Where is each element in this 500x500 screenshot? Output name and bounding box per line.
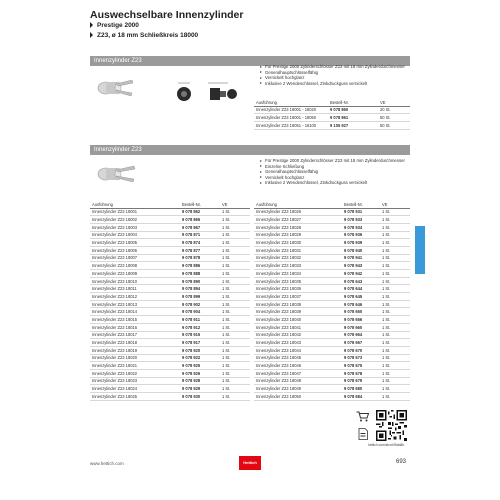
table-row xyxy=(90,308,250,316)
cell-order-number: 9 078 670 xyxy=(342,346,380,354)
table-header xyxy=(254,201,410,208)
cell-order-number: 9 078 679 xyxy=(342,377,380,385)
cell-unit: 1 St. xyxy=(220,316,250,324)
table-row xyxy=(254,308,410,316)
cell-order-number: 9 078 936 xyxy=(342,231,380,239)
section-1-features xyxy=(260,64,405,86)
table-row xyxy=(90,285,250,293)
cell-variant: Innenzylinder Z23 18042 xyxy=(254,331,342,339)
table-row xyxy=(90,293,250,301)
table-row xyxy=(254,254,410,262)
feature-item: Generalhauptschlüsselfähig xyxy=(260,70,405,76)
cell-order-number: 9 078 931 xyxy=(342,208,380,216)
cell-variant: Innenzylinder Z23 18029 xyxy=(254,231,342,239)
column-header: Ausführung xyxy=(254,201,342,208)
page-number: 693 xyxy=(396,459,407,465)
table-row xyxy=(90,262,250,270)
table-row xyxy=(90,208,250,216)
cell-order-number: 9 078 650 xyxy=(342,308,380,316)
cell-unit: 1 St. xyxy=(380,246,410,254)
cell-variant: Innenzylinder Z23 18044 xyxy=(254,346,342,354)
cell-order-number: 9 078 644 xyxy=(342,285,380,293)
cell-order-number: 9 078 656 xyxy=(342,316,380,324)
feature-item: Generalhauptschlüsselfähig xyxy=(260,169,410,175)
table-row xyxy=(254,385,410,393)
cell-unit: 1 St. xyxy=(220,293,250,301)
cell-order-number: 9 078 862 xyxy=(180,208,220,216)
cylinder-photo xyxy=(92,72,136,102)
cart-icon[interactable] xyxy=(356,411,369,422)
cell-unit: 1 St. xyxy=(380,208,410,216)
cell-unit: 1 St. xyxy=(220,339,250,347)
cell-variant: Innenzylinder Z23 18041 xyxy=(254,323,342,331)
section-2-features xyxy=(260,158,410,186)
cell-unit: 1 St. xyxy=(220,300,250,308)
feature-item: Vernickelt hochglanz xyxy=(260,175,410,181)
table-row xyxy=(90,223,250,231)
cell-unit: 1 St. xyxy=(380,231,410,239)
cell-order-number: 9 078 933 xyxy=(342,216,380,224)
cell-variant: Innenzylinder Z23 18020 xyxy=(90,354,180,362)
cell-unit: 1 St. xyxy=(220,346,250,354)
cell-unit: 1 St. xyxy=(220,262,250,270)
feature-item: Inklusive 2 Wendeschlüssel, Zinkdruckguss vernickelt xyxy=(260,81,405,87)
cell-variant: Innenzylinder Z23 18016 xyxy=(90,323,180,331)
cell-variant: Innenzylinder Z23 18018 xyxy=(90,339,180,347)
cell-variant: Innenzylinder Z23 18038 xyxy=(254,300,342,308)
section-1-bar: Innenzylinder Z23 xyxy=(90,56,410,66)
cell-variant: Innenzylinder Z23 18019 xyxy=(90,346,180,354)
cell-unit: 1 St. xyxy=(220,254,250,262)
table-row xyxy=(90,316,250,324)
cell-variant: Innenzylinder Z23 18025 xyxy=(90,393,180,401)
table-row xyxy=(254,208,410,216)
cell-variant: Innenzylinder Z23 18017 xyxy=(90,331,180,339)
qr-code[interactable] xyxy=(376,410,407,441)
cell-unit: 1 St. xyxy=(380,293,410,301)
table-row xyxy=(254,223,410,231)
table-header xyxy=(90,201,250,208)
cell-order-number: 9 078 673 xyxy=(342,354,380,362)
column-header: VE xyxy=(378,99,410,106)
subtitle-2: Z23, ø 18 mm Schließkreis 18000 xyxy=(90,32,198,39)
table-row xyxy=(254,239,410,247)
cell-variant: Innenzylinder Z23 18030 xyxy=(254,239,342,247)
table-row xyxy=(90,246,250,254)
chapter-tab[interactable] xyxy=(415,226,425,274)
section-2-table-left xyxy=(90,201,250,401)
table-row xyxy=(254,393,410,401)
cell-order-number: 9 078 930 xyxy=(180,393,220,401)
cell-order-number: 9 078 878 xyxy=(180,254,220,262)
column-header: VE xyxy=(220,201,250,208)
cell-order-number: 9 078 645 xyxy=(342,293,380,301)
table-row xyxy=(254,323,410,331)
column-header: Bestell-Nr. xyxy=(342,201,380,208)
cell-order-number: 9 078 886 xyxy=(180,262,220,270)
cell-order-number: 9 078 926 xyxy=(180,369,220,377)
cell-order-number: 9 078 915 xyxy=(180,331,220,339)
section-2-bar: Innenzylinder Z23 xyxy=(90,145,410,155)
cell-unit: 1 St. xyxy=(380,331,410,339)
cell-unit: 1 St. xyxy=(220,308,250,316)
table-row xyxy=(254,362,410,370)
table-row xyxy=(254,346,410,354)
cell-unit: 1 St. xyxy=(380,354,410,362)
cell-variant: Innenzylinder Z23 18022 xyxy=(90,369,180,377)
cell-unit: 1 St. xyxy=(380,308,410,316)
section-2-table-right xyxy=(254,201,410,401)
feature-item: Für Prestige 2000 Zylinderschlösser Z23 mit 18 mm Zylinderdurchmesser xyxy=(260,158,410,164)
cell-unit: 1 St. xyxy=(220,369,250,377)
cell-variant: Innenzylinder Z23 18039 xyxy=(254,308,342,316)
column-header: VE xyxy=(380,201,410,208)
column-header: Bestell-Nr. xyxy=(328,99,378,106)
table-row xyxy=(90,254,250,262)
pdf-icon[interactable] xyxy=(358,428,368,440)
cell-unit: 1 St. xyxy=(220,377,250,385)
cell-variant: Innenzylinder Z23 18048 xyxy=(254,377,342,385)
cell-unit: 1 St. xyxy=(220,208,250,216)
cell-order-number: 9 078 911 xyxy=(180,316,220,324)
cylinder-photo xyxy=(92,157,138,189)
qr-caption: hettich.com/short/f5ab8b xyxy=(368,443,405,447)
section-1-table xyxy=(254,99,410,130)
cell-order-number: 9 078 678 xyxy=(342,369,380,377)
cylinder-drawing xyxy=(170,78,240,106)
cell-variant: Innenzylinder Z23 18001 xyxy=(90,208,180,216)
table-header xyxy=(254,99,410,106)
cell-variant: Innenzylinder Z23 18010 xyxy=(90,277,180,285)
table-row xyxy=(254,300,410,308)
cell-unit: 1 St. xyxy=(380,254,410,262)
cell-variant: Innenzylinder Z23 18040 xyxy=(254,316,342,324)
table-row: Innenzylinder Z23 18001 - 18050 9 078 861 50 St. xyxy=(254,114,410,122)
cell-order-number: 9 078 912 xyxy=(180,323,220,331)
table-row xyxy=(254,331,410,339)
cell-order-number: 9 078 877 xyxy=(180,246,220,254)
cell-order-number: 9 078 865 xyxy=(180,216,220,224)
cell-variant: Innenzylinder Z23 18031 xyxy=(254,246,342,254)
cell-order-number: 9 078 922 xyxy=(180,354,220,362)
cell-unit: 1 St. xyxy=(220,270,250,278)
cell-order-number: 9 078 643 xyxy=(342,277,380,285)
table-row xyxy=(254,316,410,324)
cell-variant: Innenzylinder Z23 18013 xyxy=(90,300,180,308)
column-header: Bestell-Nr. xyxy=(180,201,220,208)
cell-order-number: 9 078 664 xyxy=(342,331,380,339)
cell-variant: Innenzylinder Z23 18021 xyxy=(90,362,180,370)
table-row xyxy=(90,369,250,377)
table-row xyxy=(254,354,410,362)
table-row xyxy=(90,393,250,401)
cell-variant: Innenzylinder Z23 18050 xyxy=(254,393,342,401)
cell-variant: Innenzylinder Z23 18035 xyxy=(254,277,342,285)
table-row xyxy=(90,323,250,331)
cell-variant: Innenzylinder Z23 18027 xyxy=(254,216,342,224)
cell-order-number: 9 078 680 xyxy=(342,385,380,393)
cell-variant: Innenzylinder Z23 18026 xyxy=(254,208,342,216)
table-row xyxy=(90,385,250,393)
cell-order-number: 9 078 871 xyxy=(180,231,220,239)
cell-order-number: 9 078 940 xyxy=(342,246,380,254)
cell-variant: Innenzylinder Z23 18005 xyxy=(90,239,180,247)
cell-unit: 1 St. xyxy=(380,216,410,224)
cell-order-number: 9 078 675 xyxy=(342,362,380,370)
cell-variant: Innenzylinder Z23 18047 xyxy=(254,369,342,377)
cell-variant: Innenzylinder Z23 18033 xyxy=(254,262,342,270)
cell-unit: 1 St. xyxy=(220,331,250,339)
cell-unit: 1 St. xyxy=(220,239,250,247)
cell-unit: 1 St. xyxy=(380,362,410,370)
cell-unit: 1 St. xyxy=(380,239,410,247)
cell-order-number: 9 078 867 xyxy=(180,223,220,231)
table-row xyxy=(90,362,250,370)
cell-variant: Innenzylinder Z23 18028 xyxy=(254,223,342,231)
cell-unit: 1 St. xyxy=(380,346,410,354)
cell-order-number: 9 078 894 xyxy=(180,285,220,293)
table-row xyxy=(254,231,410,239)
table-row xyxy=(90,239,250,247)
cell-unit: 1 St. xyxy=(380,300,410,308)
feature-item: Einzelne Schließung xyxy=(260,164,410,170)
cell-order-number: 9 078 684 xyxy=(342,393,380,401)
cell-unit: 1 St. xyxy=(220,362,250,370)
page-title: Auswechselbare Innenzylinder xyxy=(90,9,244,21)
cell-order-number: 9 078 928 xyxy=(180,377,220,385)
cell-order-number: 9 078 925 xyxy=(180,362,220,370)
arrow-icon xyxy=(90,22,93,28)
feature-item: Vernickelt hochglanz xyxy=(260,75,405,81)
table-row xyxy=(254,339,410,347)
cell-unit: 1 St. xyxy=(380,285,410,293)
cell-variant: Innenzylinder Z23 18049 xyxy=(254,385,342,393)
cell-unit: 1 St. xyxy=(380,323,410,331)
cell-unit: 1 St. xyxy=(220,285,250,293)
cell-unit: 1 St. xyxy=(380,316,410,324)
feature-item: Inklusive 2 Wendeschlüssel, Zinkdruckguss vernickelt xyxy=(260,180,410,186)
cell-order-number: 9 078 943 xyxy=(342,262,380,270)
cell-unit: 1 St. xyxy=(380,277,410,285)
cell-order-number: 9 078 917 xyxy=(180,339,220,347)
cell-unit: 1 St. xyxy=(380,223,410,231)
cell-order-number: 9 078 888 xyxy=(180,270,220,278)
cell-unit: 1 St. xyxy=(380,377,410,385)
cell-unit: 1 St. xyxy=(220,323,250,331)
cell-variant: Innenzylinder Z23 18007 xyxy=(90,254,180,262)
cell-variant: Innenzylinder Z23 18011 xyxy=(90,285,180,293)
arrow-icon xyxy=(90,32,93,38)
cell-variant: Innenzylinder Z23 18032 xyxy=(254,254,342,262)
table-row xyxy=(254,369,410,377)
cell-unit: 1 St. xyxy=(380,393,410,401)
table-row xyxy=(90,277,250,285)
table-row: Innenzylinder Z23 18001 - 18020 9 078 860 20 St. xyxy=(254,106,410,114)
cell-order-number: 9 078 920 xyxy=(180,346,220,354)
cell-order-number: 9 078 939 xyxy=(342,239,380,247)
cell-unit: 1 St. xyxy=(220,385,250,393)
cell-unit: 1 St. xyxy=(220,354,250,362)
cell-order-number: 9 078 934 xyxy=(342,223,380,231)
cell-variant: Innenzylinder Z23 18023 xyxy=(90,377,180,385)
table-row xyxy=(90,377,250,385)
cell-variant: Innenzylinder Z23 18046 xyxy=(254,362,342,370)
column-header: Ausführung xyxy=(90,201,180,208)
table-row: Innenzylinder Z23 18051 - 18100 9 105 927 50 St. xyxy=(254,121,410,129)
table-row xyxy=(90,346,250,354)
cell-variant: Innenzylinder Z23 18037 xyxy=(254,293,342,301)
cell-order-number: 9 078 902 xyxy=(180,300,220,308)
table-row xyxy=(90,339,250,347)
cell-unit: 1 St. xyxy=(220,216,250,224)
table-row xyxy=(254,262,410,270)
cell-unit: 1 St. xyxy=(380,262,410,270)
cell-variant: Innenzylinder Z23 18045 xyxy=(254,354,342,362)
cell-variant: Innenzylinder Z23 18015 xyxy=(90,316,180,324)
cell-variant: Innenzylinder Z23 18009 xyxy=(90,270,180,278)
table-row xyxy=(254,277,410,285)
cell-variant: Innenzylinder Z23 18002 xyxy=(90,216,180,224)
cell-variant: Innenzylinder Z23 18034 xyxy=(254,270,342,278)
cell-variant: Innenzylinder Z23 18003 xyxy=(90,223,180,231)
table-row xyxy=(254,270,410,278)
cell-unit: 1 St. xyxy=(220,231,250,239)
cell-variant: Innenzylinder Z23 18043 xyxy=(254,339,342,347)
table-row xyxy=(90,216,250,224)
table-row xyxy=(90,231,250,239)
cell-unit: 1 St. xyxy=(380,270,410,278)
table-row xyxy=(254,216,410,224)
cell-variant: Innenzylinder Z23 18004 xyxy=(90,231,180,239)
cell-variant: Innenzylinder Z23 18024 xyxy=(90,385,180,393)
cell-order-number: 9 078 874 xyxy=(180,239,220,247)
column-header: Ausführung xyxy=(254,99,328,106)
cell-variant: Innenzylinder Z23 18012 xyxy=(90,293,180,301)
table-row xyxy=(254,377,410,385)
cell-order-number: 9 078 646 xyxy=(342,300,380,308)
cell-order-number: 9 078 942 xyxy=(342,270,380,278)
brand-logo: Hettich xyxy=(239,456,261,470)
cell-variant: Innenzylinder Z23 18006 xyxy=(90,246,180,254)
feature-item: Für Prestige 2000 Zylinderschlösser Z23 mit 18 mm Zylinderdurchmesser xyxy=(260,64,405,70)
table-row xyxy=(90,354,250,362)
table-row xyxy=(90,270,250,278)
cell-unit: 1 St. xyxy=(220,246,250,254)
table-row xyxy=(254,285,410,293)
cell-order-number: 9 078 904 xyxy=(180,308,220,316)
cell-order-number: 9 078 660 xyxy=(342,323,380,331)
cell-order-number: 9 078 667 xyxy=(342,339,380,347)
footer-url[interactable]: www.hettich.com xyxy=(90,461,124,466)
table-row xyxy=(254,293,410,301)
cell-variant: Innenzylinder Z23 18036 xyxy=(254,285,342,293)
cell-unit: 1 St. xyxy=(380,369,410,377)
cell-unit: 1 St. xyxy=(380,385,410,393)
subtitle-1: Prestige 2000 xyxy=(90,22,139,29)
cell-unit: 1 St. xyxy=(380,339,410,347)
cell-order-number: 9 078 899 xyxy=(180,293,220,301)
table-row xyxy=(90,300,250,308)
table-row xyxy=(254,246,410,254)
cell-order-number: 9 078 890 xyxy=(180,277,220,285)
cell-unit: 1 St. xyxy=(220,393,250,401)
cell-unit: 1 St. xyxy=(220,277,250,285)
cell-order-number: 9 078 929 xyxy=(180,385,220,393)
cell-unit: 1 St. xyxy=(220,223,250,231)
cell-variant: Innenzylinder Z23 18014 xyxy=(90,308,180,316)
cell-variant: Innenzylinder Z23 18008 xyxy=(90,262,180,270)
cell-order-number: 9 078 941 xyxy=(342,254,380,262)
table-row xyxy=(90,331,250,339)
